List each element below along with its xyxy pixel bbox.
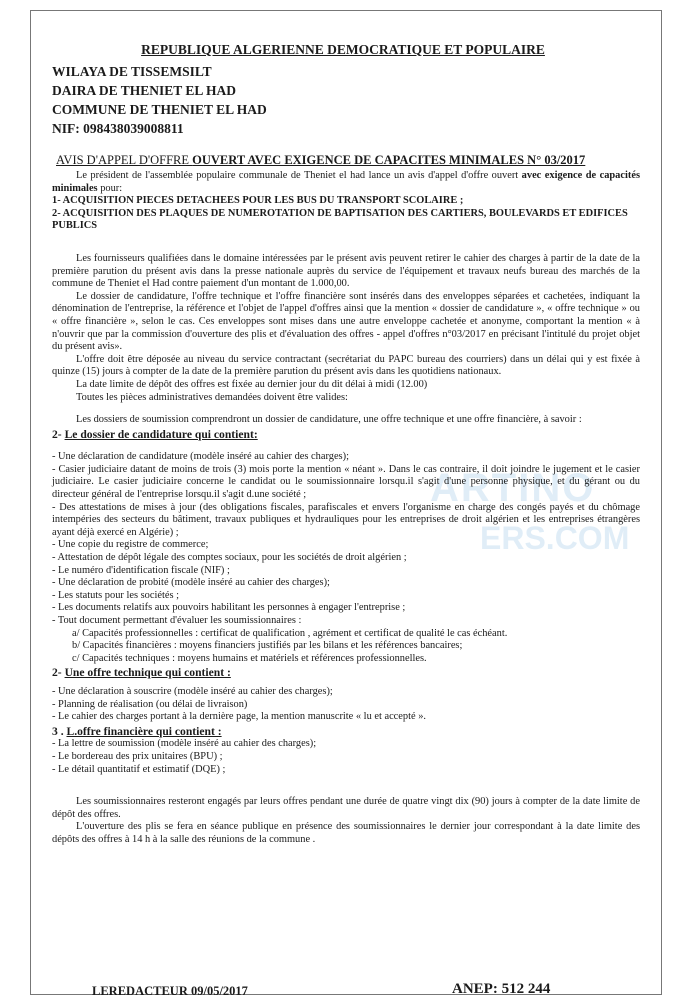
watermark-line2: ERS.COM xyxy=(480,520,630,556)
s1-item: - Une déclaration de probité (modèle inséré au cahier des charges); xyxy=(52,577,330,589)
s1-item: - Des attestations de mises à jour (des obligations fiscales, parafiscales et envers l'organisme en charge des congés payés et du chômage intempéries des secteurs du bâtiment, travaux publiques et hydrauliques pour les entreprises de droit algérien et les entreprises étrangères ayant déjà exercé en Algérie) ; xyxy=(52,501,640,538)
s1-item: - Une déclaration de candidature (modèle inséré au cahier des charges); xyxy=(52,451,349,463)
section-2-num: 2- xyxy=(52,666,65,680)
s1-subitem: b/ Capacités financières : moyens financiers justifiés par les bilans et les références bancaires; xyxy=(72,640,463,652)
intro-bold: avec exigence de capacités minimales xyxy=(52,170,640,194)
watermark-line1: ARTINO xyxy=(430,466,596,510)
intro-text: Le président de l'assemblée populaire communale de Theniet el had lance un avis d'appel d'offre ouvert xyxy=(76,170,522,181)
daira-line: DAIRA DE THENIET EL HAD xyxy=(52,83,237,98)
s3-item: - Le détail quantitatif et estimatif (DQE) ; xyxy=(52,763,226,775)
s2-item: - Planning de réalisation (ou délai de livraison) xyxy=(52,698,248,710)
title-prefix: AVIS D'APPEL D'OFFRE xyxy=(56,153,193,167)
s3-item: - Le bordereau des prix unitaires (BPU) ; xyxy=(52,750,223,762)
section-1-title: Le dossier de candidature qui contient: xyxy=(64,427,258,441)
s1-subitem: a/ Capacités professionnelles : certificat de qualification , agrément et certificat de qualité le cas échéant. xyxy=(72,627,508,639)
paragraph-4: La date limite de dépôt des offres est fixée au dernier jour du dit délai à midi (12.00) xyxy=(76,378,428,390)
nif-line: NIF: 098438039008811 xyxy=(52,121,184,136)
issuer-block xyxy=(52,62,267,138)
s1-subitem: c/ Capacités techniques : moyens humains et matériels et références professionnelles. xyxy=(72,652,427,664)
paragraph-5: Toutes les pièces administratives demandées doivent être valides: xyxy=(76,391,348,403)
intro-end: pour: xyxy=(97,182,123,194)
s1-item: - Tout document permettant d'évaluer les soumissionnaires : xyxy=(52,615,302,626)
s2-item: - Une déclaration à souscrire (modèle inséré au cahier des charges); xyxy=(52,685,333,697)
section-2-title: Une offre technique qui contient : xyxy=(64,666,231,680)
s1-item: - Une copie du registre de commerce; xyxy=(52,539,209,551)
section-3-title: L.offre financière qui contient : xyxy=(66,724,222,738)
section-3-heading xyxy=(52,726,640,739)
closing-paragraph-1: Les soumissionnaires resteront engagés par leurs offres pendant une durée de quatre vingt dix (90) jours à compter de la date limite de dépôt des offres. xyxy=(52,796,640,820)
paragraph-1: Les fournisseurs qualifiées dans le domaine intéressées par le présent avis peuvent retirer le cahier des charges à partir de la date de la première parution du présent avis dans la presse nationale auprès du service de l'équipement et travaux neufs bureau des marchés de la commune de Theniet el Had contre paiement d'un montant de 1.000,00. xyxy=(52,252,640,290)
s1-item: - Casier judiciaire datant de moins de trois (3) mois porte la mention « néant ». Dans le cas contraire, il doit joindre le jugement et le casier judiciaire. Le casier judiciaire concerne le candidat ou le soumissionnaire lorsqu.il s'agit d'une personne physique, et du gérant ou du directeur général de l'entreprise lorsqu.il s'agit d.une société ; xyxy=(52,463,640,501)
redacteur-stamp: LEREDACTEUR 09/05/2017 xyxy=(92,984,248,998)
closing-paragraph-2: L'ouverture des plis se fera en séance publique en présence des soumissionnaires le dernier jour correspondant à la date limite des dépôts des offres à 14 h à la salle des réunions de la commune . xyxy=(52,821,640,845)
wilaya-line: WILAYA DE TISSEMSILT xyxy=(52,64,212,79)
intro-paragraph xyxy=(52,170,640,195)
anep-number: ANEP: 512 244 xyxy=(452,981,551,997)
commune-line: COMMUNE DE THENIET EL HAD xyxy=(52,102,267,117)
s1-item: - Attestation de dépôt légale des comptes sociaux, pour les sociétés de droit algérien ; xyxy=(52,552,407,564)
s3-item: - La lettre de soumission (modèle inséré au cahier des charges); xyxy=(52,738,317,750)
section-1-heading xyxy=(52,429,640,442)
section-1-num: 2- xyxy=(52,427,65,441)
s1-item: - Les statuts pour les sociétés ; xyxy=(52,589,179,601)
title-bold: OUVERT AVEC EXIGENCE DE CAPACITES MINIMALES N° 03/2017 xyxy=(192,153,586,167)
section-2-heading xyxy=(52,667,640,680)
s2-item: - Le cahier des charges portant à la dernière page, la mention manuscrite « lu et accepté ». xyxy=(52,711,426,723)
notice-body xyxy=(52,170,640,847)
paragraph-3: L'offre doit être déposée au niveau du service contractant (secrétariat du PAPC bureau des courriers) dans un délai qui y est fixée à quinze (15) jours à compter de la date de la première parution du présent avis dans les quotidiens nationaux. xyxy=(52,353,640,378)
lot-1: 1- ACQUISITION PIECES DETACHEES POUR LES BUS DU TRANSPORT SCOLAIRE ; xyxy=(52,195,464,207)
section-3-num: 3 . xyxy=(52,724,67,738)
paragraph-6: Les dossiers de soumission comprendront un dossier de candidature, une offre technique et une offre financière, à savoir : xyxy=(76,414,582,426)
republic-heading: REPUBLIQUE ALGERIENNE DEMOCRATIQUE ET POPULAIRE xyxy=(141,42,545,57)
s1-item: - Le numéro d'identification fiscale (NIF) ; xyxy=(52,564,230,576)
s1-item: - Les documents relatifs aux pouvoirs habilitant les personnes à engager l'entreprise ; xyxy=(52,602,406,614)
lot-2: 2- ACQUISITION DES PLAQUES DE NUMEROTATION DE BAPTISATION DES CARTIERS, BOULEVARDS ET EDIFICES PUBLICS xyxy=(52,207,628,232)
notice-title xyxy=(56,153,646,168)
paragraph-2: Le dossier de candidature, l'offre technique et l'offre financière sont insérés dans des enveloppes séparées et cachetées, indiquant la dénomination de l'entreprise, la référence et l'objet de l'appel d'offres ainsi que la mention « dossier de candidature », « offre technique » ou « offre financière », selon le cas. Ces enveloppes sont mises dans une autre enveloppe cachetée et anonyme, comportant la mention « à n'ouvrir que par la commission d'ouverture des plis et d'évaluation des offres - appel d'offres n°03/2017 en précisant l'intitulé du projet objet du présent avis». xyxy=(52,290,640,353)
